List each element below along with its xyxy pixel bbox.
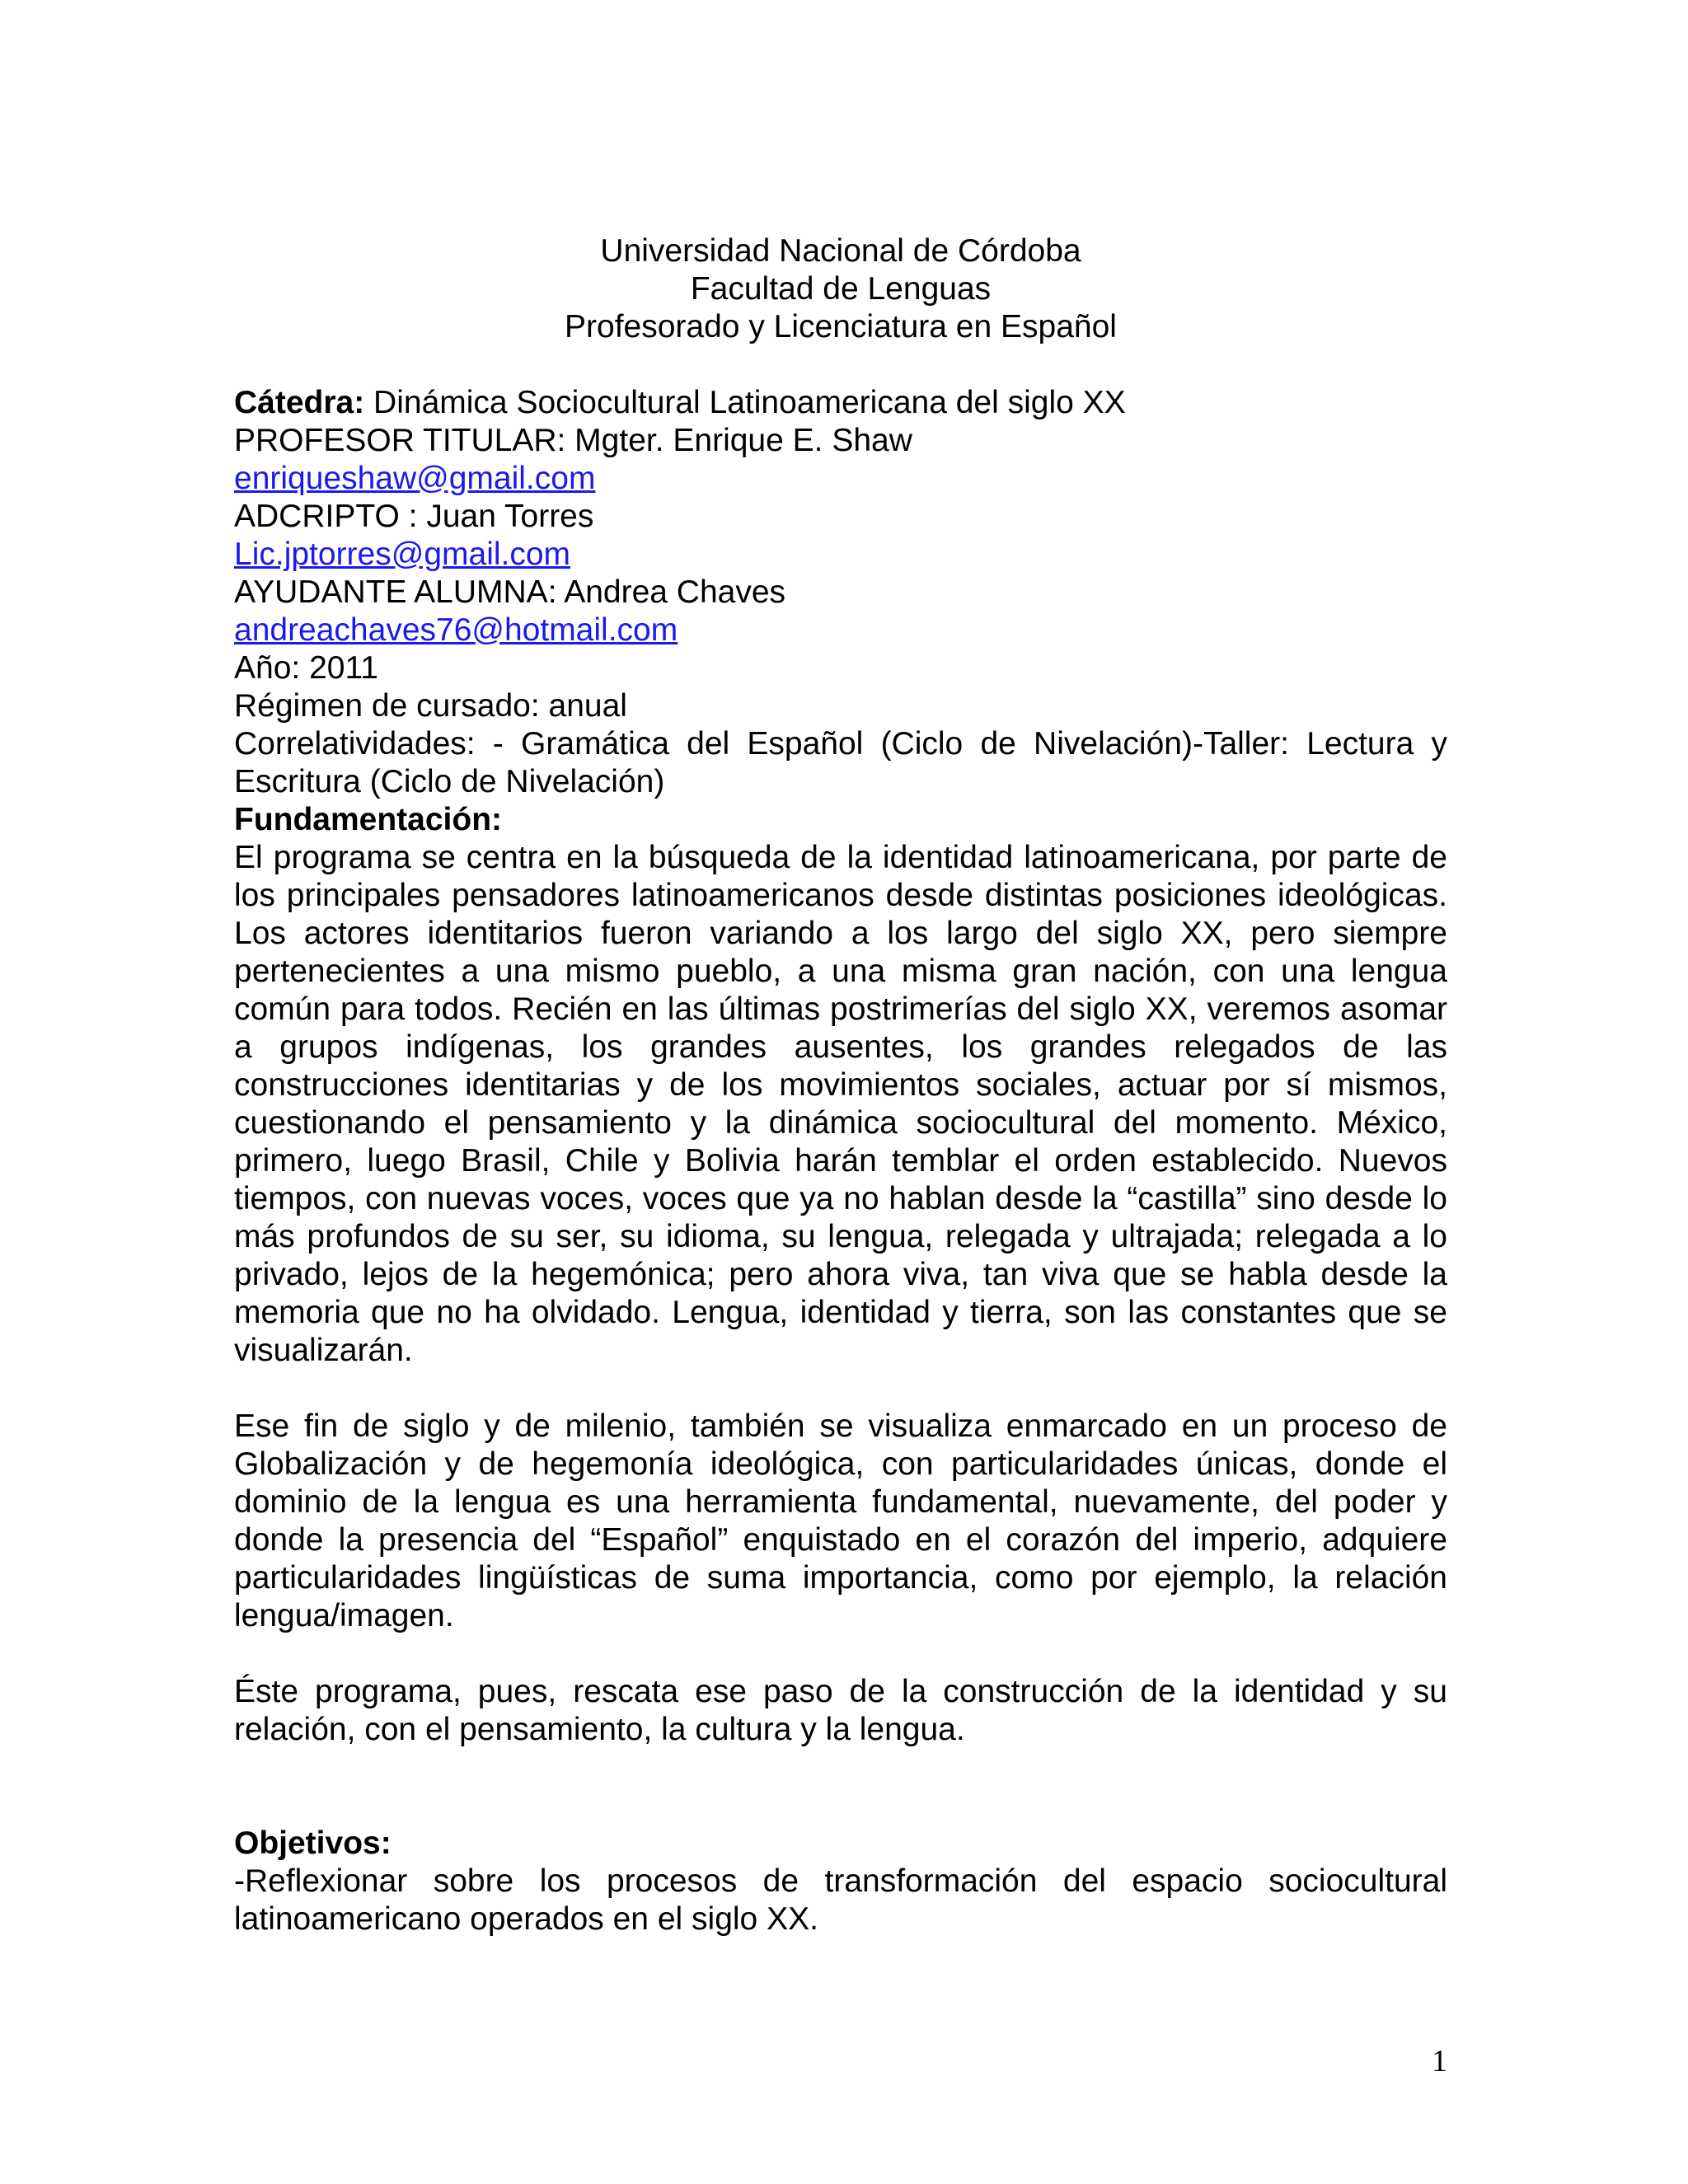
course-info: [234, 384, 1447, 801]
university-name: Universidad Nacional de Córdoba: [600, 233, 1081, 269]
adscripto-email-link[interactable]: Lic.jptorres@gmail.com: [234, 537, 571, 572]
catedra-line: [234, 384, 1447, 422]
anio: Año: 2011: [234, 650, 378, 686]
document-header: [234, 232, 1447, 346]
spacer: [234, 1370, 1447, 1408]
fundamentacion-paragraph-2: Ese fin de siglo y de milenio, también se visualiza enmarcado en un proceso de Globalización y de hegemonía ideológica, con particularidades únicas, donde el dominio de la lengua es una herramienta fundamental, nuevamente, del poder y donde la presencia del “Español” enquistado en el corazón del imperio, adquiere particularidades lingüísticas de suma importancia, como por ejemplo, la relación lengua/imagen.: [234, 1408, 1447, 1633]
adscripto-email-line: [234, 536, 1447, 574]
spacer: [234, 1635, 1447, 1673]
catedra-label: Cátedra:: [234, 385, 365, 420]
page-content: [234, 232, 1447, 1938]
profesor-titular: PROFESOR TITULAR: Mgter. Enrique E. Shaw: [234, 423, 912, 458]
ayudante-email-line: [234, 612, 1447, 649]
objetivos-section: [234, 1825, 1447, 1938]
fundamentacion-heading: Fundamentación:: [234, 802, 503, 837]
correlatividades: Correlatividades: - Gramática del Español (Ciclo de Nivelación)-Taller: Lectura y Escritura (Ciclo de Nivelación): [234, 726, 1447, 799]
fundamentacion-paragraph-3: Éste programa, pues, rescata ese paso de la construcción de la identidad y su relación, con el pensamiento, la cultura y la lengua.: [234, 1674, 1447, 1747]
objetivo-item: -Reflexionar sobre los procesos de transformación del espacio sociocultural latinoamericano operados en el siglo XX.: [234, 1863, 1447, 1937]
profesor-email-line: [234, 460, 1447, 498]
spacer: [234, 346, 1447, 384]
spacer: [234, 1749, 1447, 1825]
ayudante: AYUDANTE ALUMNA: Andrea Chaves: [234, 574, 786, 610]
catedra-value: Dinámica Sociocultural Latinoamericana del siglo XX: [364, 385, 1126, 420]
fundamentacion-section: [234, 801, 1447, 1749]
fundamentacion-paragraph-1: El programa se centra en la búsqueda de la identidad latinoamericana, por parte de los principales pensadores latinoamericanos desde distintas posiciones ideológicas. Los actores identitarios fueron variando a los largo del siglo XX, pero siempre pertenecientes a una mismo pueblo, a una misma gran nación, con una lengua común para todos. Recién en las últimas postrimerías del siglo XX, veremos asomar a grupos indígenas, los grandes ausentes, los grandes relegados de las construcciones identitarias y de los movimientos sociales, actuar por sí mismos, cuestionando el pensamiento y la dinámica sociocultural del momento. México, primero, luego Brasil, Chile y Bolivia harán temblar el orden establecido. Nuevos tiempos, con nuevas voces, voces que ya no hablan desde la “castilla” sino desde lo más profundos de su ser, su idioma, su lengua, relegada y ultrajada; relegada a lo privado, lejos de la hegemónica; pero ahora viva, tan viva que se habla desde la memoria que no ha olvidado. Lengua, identidad y tierra, son las constantes que se visualizarán.: [234, 840, 1447, 1368]
page-number: 1: [1432, 2044, 1447, 2079]
program-name: Profesorado y Licenciatura en Español: [565, 309, 1117, 344]
regimen: Régimen de cursado: anual: [234, 688, 627, 724]
profesor-email-link[interactable]: enriqueshaw@gmail.com: [234, 461, 596, 496]
faculty-name: Facultad de Lenguas: [690, 271, 992, 307]
ayudante-email-link[interactable]: andreachaves76@hotmail.com: [234, 612, 678, 648]
objetivos-heading: Objetivos:: [234, 1825, 392, 1861]
adscripto: ADCRIPTO : Juan Torres: [234, 499, 594, 534]
